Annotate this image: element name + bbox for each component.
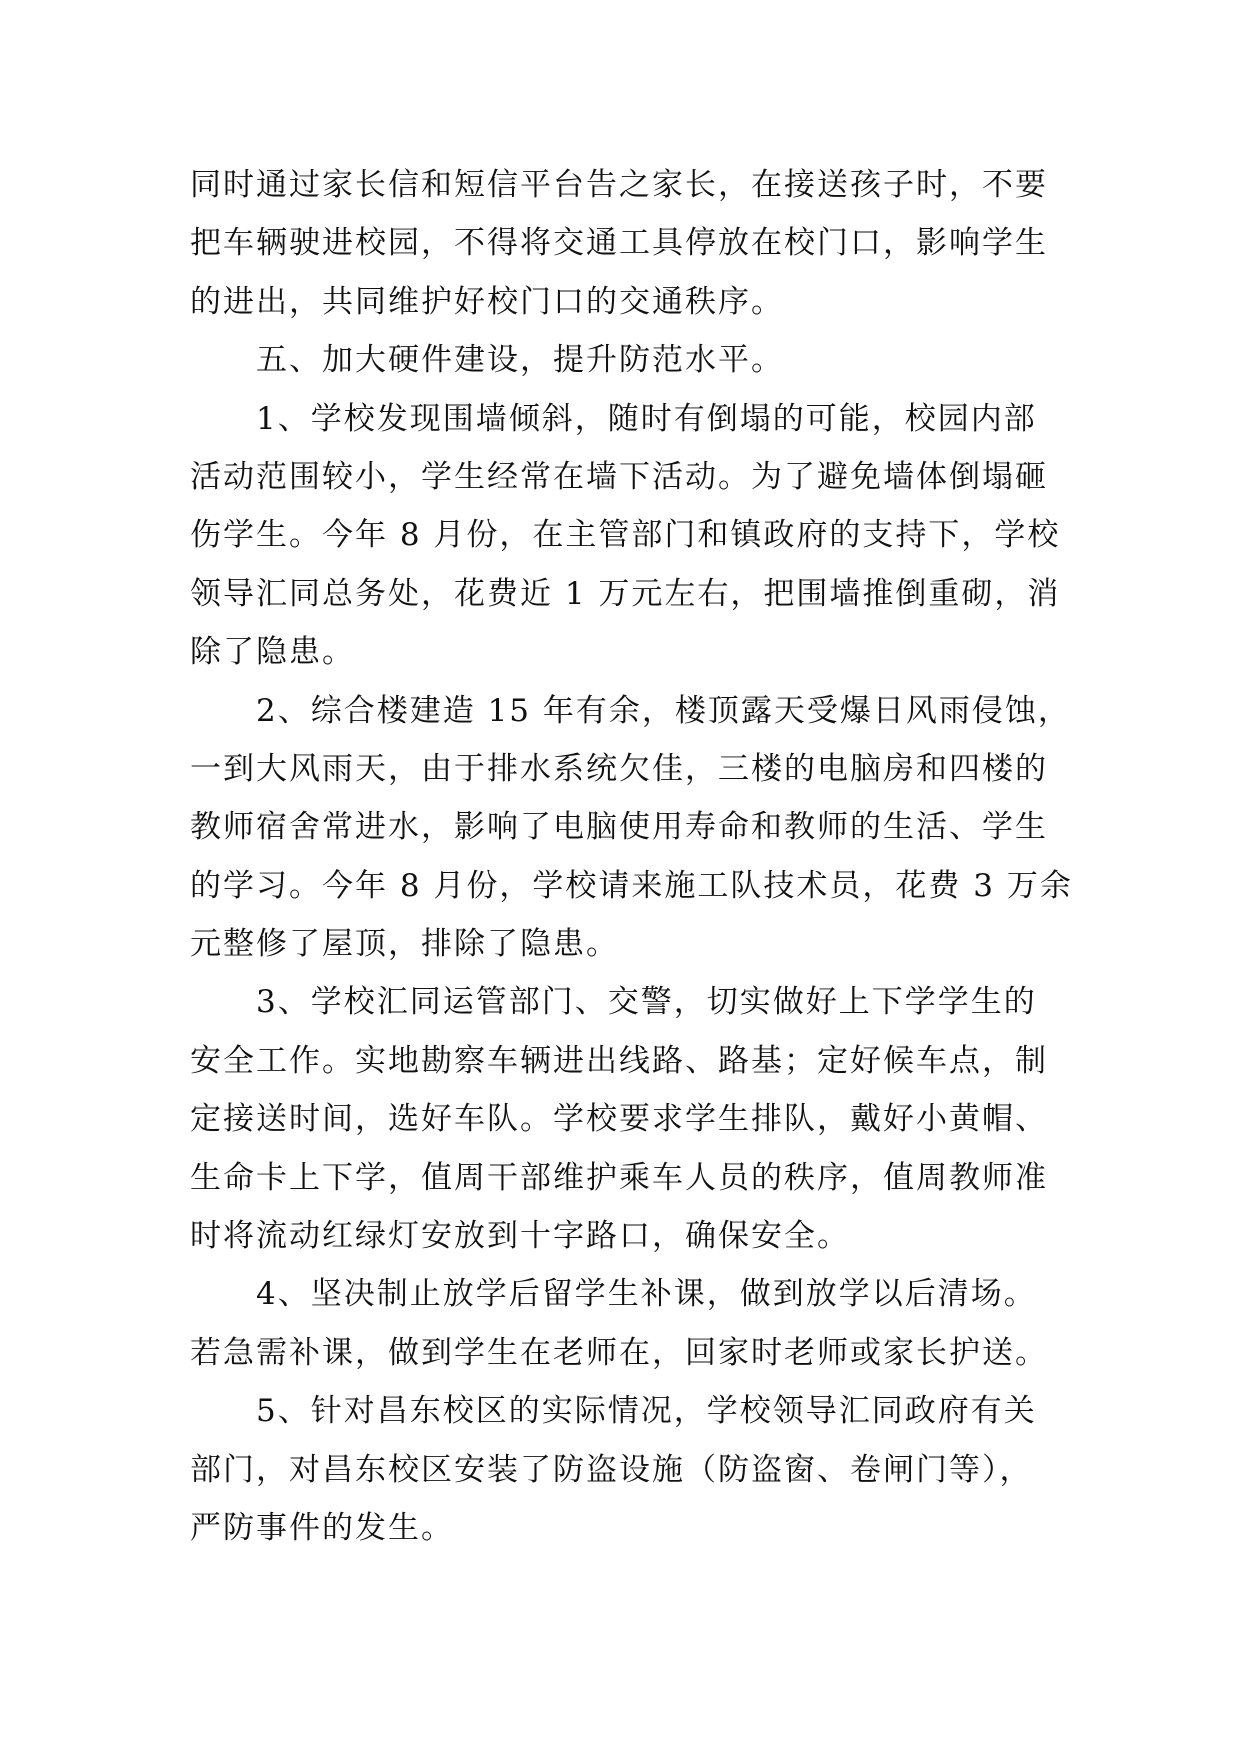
paragraph-first-line: 1、学校发现围墙倾斜，随时有倒塌的可能，校园内部: [256, 400, 1037, 437]
text-line: 的进出，共同维护好校门口的交通秩序。: [190, 283, 784, 320]
text-line: 把车辆驶进校园，不得将交通工具停放在校门口，影响学生: [190, 225, 1048, 262]
text-line: 活动范围较小，学生经常在墙下活动。为了避免墙体倒塌砸: [190, 458, 1048, 495]
text-line: 安全工作。实地勘察车辆进出线路、路基；定好候车点，制: [190, 1042, 1048, 1079]
text-line: 伤学生。今年 8 月份，在主管部门和镇政府的支持下，学校: [190, 517, 1061, 554]
text-line: 部门，对昌东校区安装了防盗设施（防盗窗、卷闸门等），: [190, 1451, 1033, 1488]
text-line: 若急需补课，做到学生在老师在，回家时老师或家长护送。: [190, 1334, 1048, 1371]
paragraph-first-line: 3、学校汇同运管部门、交警，切实做好上下学学生的: [256, 984, 1037, 1021]
section-heading: 五、加大硬件建设，提升防范水平。: [256, 342, 784, 379]
text-line: 时将流动红绿灯安放到十字路口，确保安全。: [190, 1218, 850, 1255]
text-line: 除了隐患。: [190, 634, 355, 671]
paragraph-first-line: 4、坚决制止放学后留学生补课，做到放学以后清场。: [256, 1276, 1037, 1313]
text-line: 严防事件的发生。: [190, 1509, 454, 1546]
document-body: [190, 156, 1073, 1557]
text-line: 生命卡上下学，值周干部维护乘车人员的秩序，值周教师准: [190, 1159, 1048, 1196]
text-line: 的学习。今年 8 月份，学校请来施工队技术员，花费 3 万余: [190, 867, 1073, 904]
text-line: 教师宿舍常进水，影响了电脑使用寿命和教师的生活、学生: [190, 809, 1048, 846]
text-line: 定接送时间，选好车队。学校要求学生排队，戴好小黄帽、: [190, 1101, 1048, 1138]
text-line: 领导汇同总务处，花费近 1 万元左右，把围墙推倒重砌，消: [190, 575, 1061, 612]
text-line: 一到大风雨天，由于排水系统欠佳，三楼的电脑房和四楼的: [190, 750, 1048, 787]
text-line: 同时通过家长信和短信平台告之家长，在接送孩子时，不要: [190, 167, 1048, 203]
text-line: 元整修了屋顶，排除了隐患。: [190, 926, 619, 963]
paragraph-first-line: 5、针对昌东校区的实际情况，学校领导汇同政府有关: [256, 1393, 1037, 1430]
paragraph-first-line: 2、综合楼建造 15 年有余，楼顶露天受爆日风雨侵蚀，: [256, 692, 1071, 729]
